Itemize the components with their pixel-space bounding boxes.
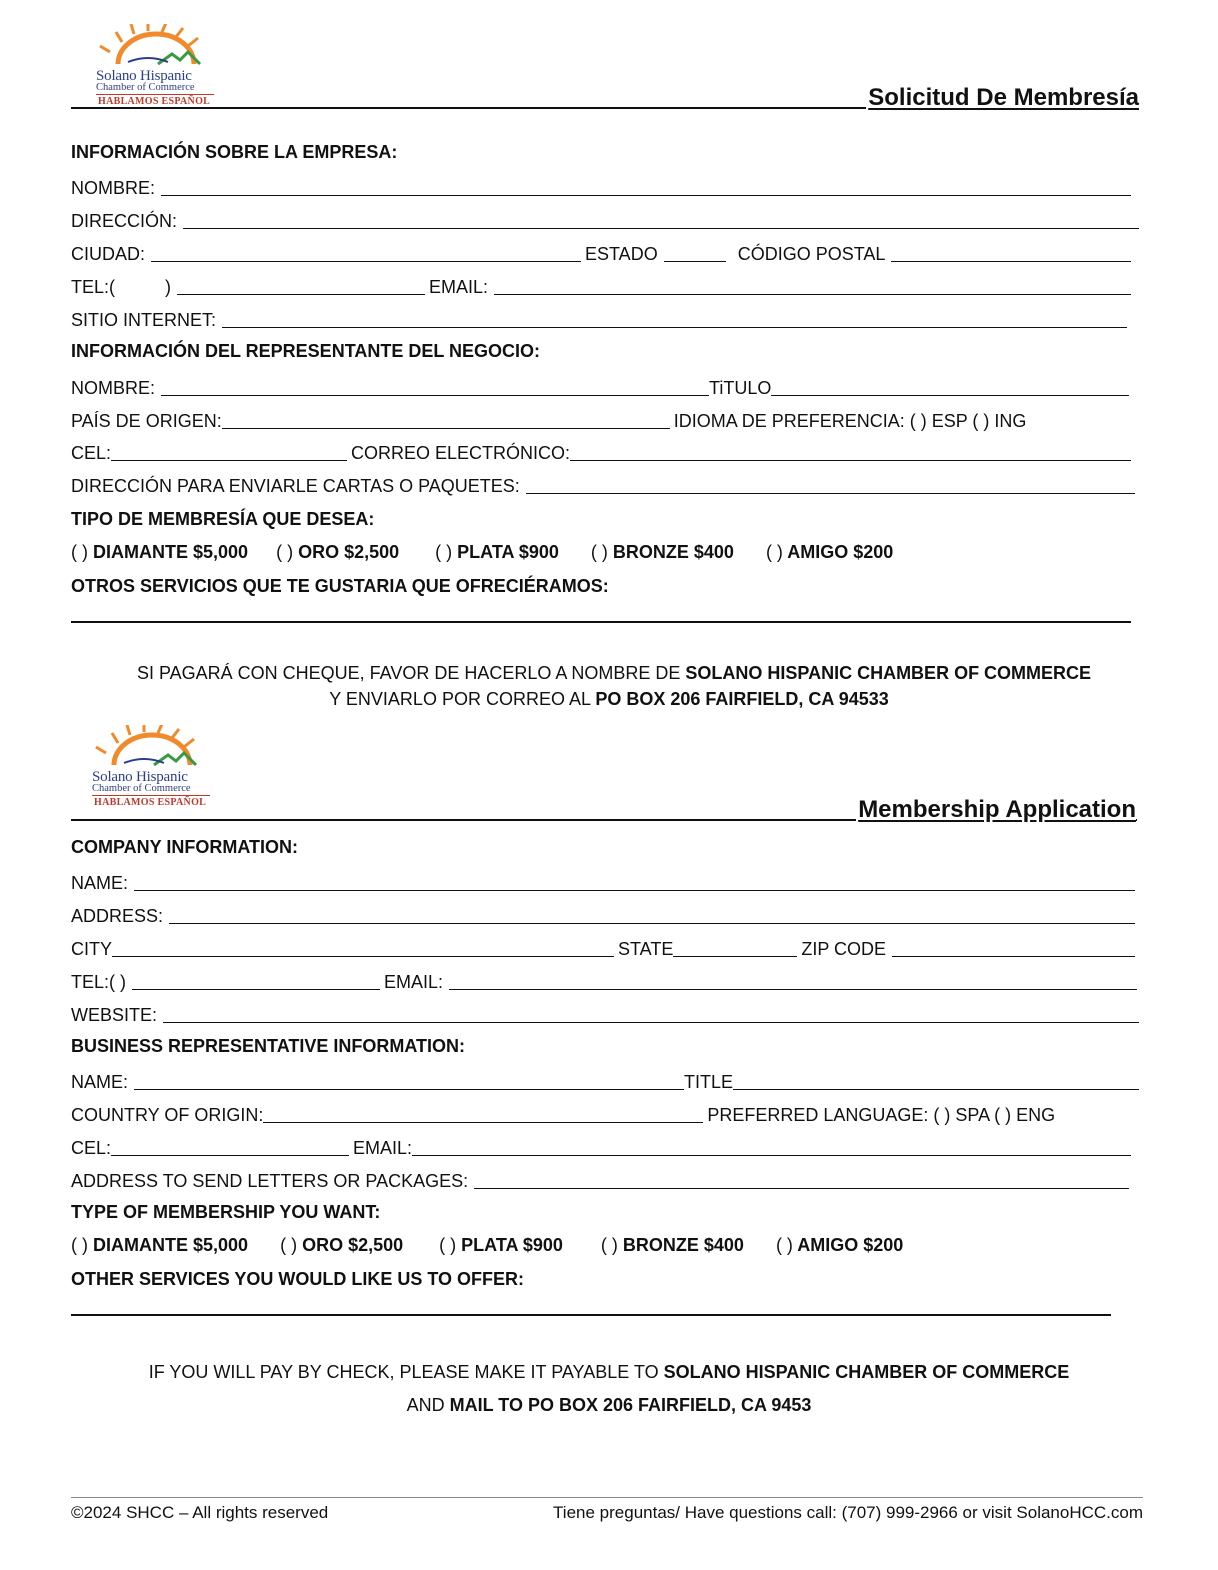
logo-divider — [96, 94, 214, 95]
rep-email-field[interactable] — [570, 443, 1131, 461]
logo-name: Solano Hispanic — [92, 769, 188, 785]
website-row-es — [71, 304, 1131, 330]
name-row-en — [71, 867, 1139, 893]
city-field[interactable] — [151, 244, 581, 262]
mail-address-label: ADDRESS TO SEND LETTERS OR PACKAGES: — [71, 1171, 469, 1191]
city-row-es — [71, 238, 1135, 264]
rep-title-field[interactable] — [771, 378, 1129, 396]
mail-address-field[interactable] — [526, 476, 1135, 494]
other-services-en: OTHER SERVICES YOU WOULD LIKE US TO OFFER: — [71, 1269, 525, 1289]
website-field[interactable] — [163, 1005, 1139, 1023]
footer-contact: Tiene preguntas/ Have questions call: (707) 999-2966 or visit SolanoHCC.com — [553, 1503, 1143, 1522]
zip-field[interactable] — [892, 939, 1135, 957]
membership-plata[interactable]: ( ) PLATA $900 — [439, 1235, 563, 1255]
state-label: ESTADO — [585, 244, 658, 264]
country-field[interactable] — [263, 1105, 703, 1123]
cel-field[interactable] — [111, 1138, 349, 1156]
cel-field[interactable] — [111, 443, 347, 461]
country-row-en — [71, 1099, 1143, 1125]
zip-label: CÓDIGO POSTAL — [737, 244, 886, 264]
tel-label: TEL:( ) — [71, 972, 127, 992]
form-title-en: Membership Application — [858, 796, 1136, 823]
rep-name-row-en — [71, 1066, 1143, 1092]
membership-heading-en: TYPE OF MEMBERSHIP YOU WANT: — [71, 1202, 381, 1222]
tel-row-en — [71, 966, 1141, 992]
cel-label: CEL: — [71, 1138, 112, 1158]
rep-title-label: TiTULO — [709, 378, 772, 398]
website-row-en — [71, 999, 1143, 1025]
email-field[interactable] — [449, 972, 1137, 990]
rep-name-row-es — [71, 372, 1133, 398]
zip-field[interactable] — [891, 244, 1131, 262]
membership-plata[interactable]: ( ) PLATA $900 — [435, 542, 559, 562]
logo-divider — [92, 795, 210, 796]
language-options[interactable]: PREFERRED LANGUAGE: ( ) SPA ( ) ENG — [707, 1105, 1056, 1125]
payment-note-en-2: AND MAIL TO PO BOX 206 FAIRFIELD, CA 9453 — [406, 1395, 812, 1415]
email-label: EMAIL: — [384, 972, 444, 992]
other-services-field-es[interactable] — [71, 621, 1131, 623]
city-row-en — [71, 933, 1139, 959]
rep-name-label: NAME: — [71, 1072, 129, 1092]
state-field[interactable] — [664, 244, 726, 262]
address-row-es — [71, 205, 1143, 231]
cel-row-es — [71, 437, 1135, 463]
rep-email-field[interactable] — [412, 1138, 1131, 1156]
mail-row-es — [71, 470, 1139, 496]
rep-heading-es: INFORMACIÓN DEL REPRESENTANTE DEL NEGOCIO: — [71, 341, 541, 361]
rep-name-field[interactable] — [134, 1072, 684, 1090]
rep-email-label: CORREO ELECTRÓNICO: — [351, 443, 571, 463]
country-field[interactable] — [222, 411, 670, 429]
other-services-field-en[interactable] — [71, 1314, 1111, 1316]
membership-diamante[interactable]: ( ) DIAMANTE $5,000 — [71, 542, 249, 562]
rep-heading-en: BUSINESS REPRESENTATIVE INFORMATION: — [71, 1036, 466, 1056]
cel-row-en — [71, 1132, 1135, 1158]
footer-copyright: ©2024 SHCC – All rights reserved — [71, 1503, 329, 1522]
membership-bronze[interactable]: ( ) BRONZE $400 — [600, 1235, 744, 1255]
company-heading-en: COMPANY INFORMATION: — [71, 837, 298, 857]
email-field[interactable] — [494, 277, 1131, 295]
membership-amigo[interactable]: ( ) AMIGO $200 — [775, 1235, 904, 1255]
address-field[interactable] — [169, 906, 1135, 924]
address-label: ADDRESS: — [71, 906, 164, 926]
address-field[interactable] — [183, 211, 1139, 229]
other-services-es: OTROS SERVICIOS QUE TE GUSTARIA QUE OFRECIÉRAMOS: — [71, 576, 609, 596]
tel-field[interactable] — [177, 277, 425, 295]
logo-name: Solano Hispanic — [96, 68, 192, 84]
city-field[interactable] — [112, 939, 614, 957]
logo-subtitle: Chamber of Commerce — [96, 82, 195, 93]
mail-row-en — [71, 1165, 1133, 1191]
mail-address-field[interactable] — [474, 1171, 1129, 1189]
membership-options-en — [71, 1235, 931, 1256]
website-label: WEBSITE: — [71, 1005, 158, 1025]
payment-note-es-1: SI PAGARÁ CON CHEQUE, FAVOR DE HACERLO A NOMBRE DE SOLANO HISPANIC CHAMBER OF COMMERCE — [136, 663, 1092, 683]
membership-heading-es: TIPO DE MEMBRESÍA QUE DESEA: — [71, 509, 375, 529]
rep-title-label: TITLE — [684, 1072, 734, 1092]
form-title-es: Solicitud De Membresía — [868, 84, 1139, 111]
company-heading-es: INFORMACIÓN SOBRE LA EMPRESA: — [71, 142, 398, 162]
name-label: NOMBRE: — [71, 178, 156, 198]
logo-tagline: HABLAMOS ESPAÑOL — [98, 96, 211, 107]
address-row-en — [71, 900, 1139, 926]
chamber-logo — [84, 725, 224, 815]
membership-amigo[interactable]: ( ) AMIGO $200 — [765, 542, 894, 562]
website-label: SITIO INTERNET: — [71, 310, 217, 330]
membership-oro[interactable]: ( ) ORO $2,500 — [276, 542, 400, 562]
name-field[interactable] — [161, 178, 1131, 196]
zip-label: ZIP CODE — [801, 939, 887, 959]
chamber-logo — [88, 24, 228, 114]
email-label: EMAIL: — [429, 277, 489, 297]
tel-row-es — [71, 271, 1135, 297]
rep-name-label: NOMBRE: — [71, 378, 156, 398]
logo-tagline: HABLAMOS ESPAÑOL — [94, 797, 207, 808]
rep-email-label: EMAIL: — [353, 1138, 413, 1158]
membership-bronze[interactable]: ( ) BRONZE $400 — [590, 542, 734, 562]
tel-label: TEL:( — [71, 277, 116, 297]
rep-title-field[interactable] — [733, 1072, 1139, 1090]
city-label: CITY — [71, 939, 113, 959]
cel-label: CEL: — [71, 443, 112, 463]
name-label: NAME: — [71, 873, 129, 893]
state-label: STATE — [618, 939, 674, 959]
language-options[interactable]: IDIOMA DE PREFERENCIA: ( ) ESP ( ) ING — [673, 411, 1027, 431]
rep-name-field[interactable] — [161, 378, 709, 396]
membership-oro[interactable]: ( ) ORO $2,500 — [280, 1235, 404, 1255]
membership-options-es — [71, 542, 921, 563]
country-label: COUNTRY OF ORIGIN: — [71, 1105, 264, 1125]
name-row-es — [71, 172, 1135, 198]
tel-field[interactable] — [132, 972, 380, 990]
website-field[interactable] — [222, 310, 1127, 328]
payment-note-en-1: IF YOU WILL PAY BY CHECK, PLEASE MAKE IT PAYABLE TO SOLANO HISPANIC CHAMBER OF COMMERCE — [148, 1362, 1070, 1382]
footer-divider — [71, 1497, 1143, 1498]
tel-close: ) — [165, 277, 172, 297]
payment-note-es-2: Y ENVIARLO POR CORREO AL PO BOX 206 FAIRFIELD, CA 94533 — [329, 689, 889, 709]
membership-diamante[interactable]: ( ) DIAMANTE $5,000 — [71, 1235, 249, 1255]
city-label: CIUDAD: — [71, 244, 146, 264]
logo-subtitle: Chamber of Commerce — [92, 783, 191, 794]
country-row-es — [71, 405, 1135, 431]
name-field[interactable] — [134, 873, 1135, 891]
country-label: PAÍS DE ORIGEN: — [71, 411, 222, 431]
address-label: DIRECCIÓN: — [71, 211, 178, 231]
state-field[interactable] — [673, 939, 797, 957]
mail-address-label: DIRECCIÓN PARA ENVIARLE CARTAS O PAQUETES: — [71, 476, 520, 496]
